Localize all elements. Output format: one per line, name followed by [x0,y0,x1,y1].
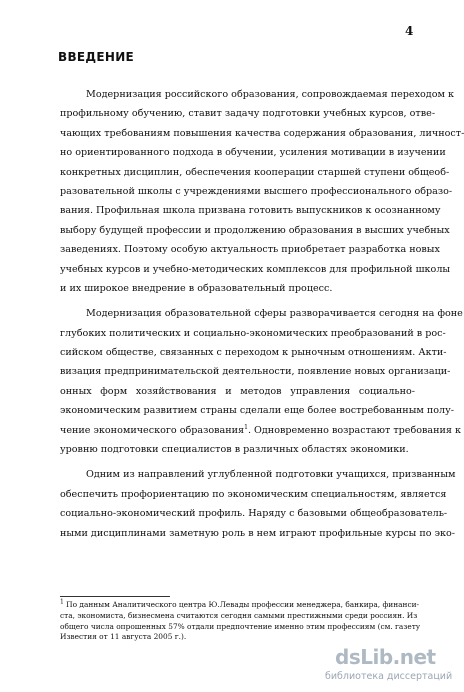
paragraph-1 [60,85,464,298]
text-line: но ориентированного подхода в обучении, усиления мотивации в изучении [60,147,446,159]
text-line: чающих требованиям повышения качества содержания образования, личност- [60,127,464,139]
paragraph-2 [60,304,463,459]
footnote-divider [60,596,170,597]
text-line: обеспечить профориентацию по экономическим специальностям, является [60,488,447,500]
text-line: и их широкое внедрение в образовательный процесс. [60,282,333,294]
text-line: онных форм хозяйствования и методов управления социально- [60,385,415,397]
watermark [325,645,453,687]
text-line: Модернизация образовательной сферы разворачивается сегодня на фоне [86,308,463,320]
footnote-line: $^1$ По данным Аналитического центра Ю.Левады профессии менеджера, банкира, финанси- [60,598,420,609]
footnote [60,598,421,643]
text-line: профильному обучению, ставит задачу подготовки учебных курсов, отве- [60,108,436,120]
text-line: конкретных дисциплин, обеспечения кооперации старшей ступени общеоб- [60,166,450,178]
text-line: ными дисциплинами заметную роль в нем играют профильные курсы по эко- [60,527,455,539]
body-text [60,85,464,543]
text-line: учебных курсов и учебно-методических комплексов для профильной школы [60,263,451,275]
footnote-line: Известия от 11 августа 2005 г.). [60,632,187,642]
watermark-logo: dsLib.net [335,645,436,669]
footnote-reference[interactable]: 1 [244,423,248,431]
watermark-caption: библиотека диссертаций [325,671,453,682]
paragraph-3 [60,465,456,543]
text-line: уровню подготовки специалистов в различных областях экономики. [60,444,409,456]
text-line: выбору будущей профессии и продолжению образования в высших учебных [60,224,450,236]
text-line: сийском обществе, связанных с переходом к рыночным отношениям. Акти- [60,347,447,359]
text-line [60,421,462,440]
page-number: 4 [405,24,414,38]
text-line: экономическим развитием страны сделали еще более востребованным полу- [60,405,454,417]
section-heading: ВВЕДЕНИЕ [58,50,135,64]
text-line-end: . Одновременно возрастают требования к [247,424,462,436]
text-line: Модернизация российского образования, сопровождаемая переходом к [86,89,454,100]
footnote-line: ста, экономиста, бизнесмена считаются сегодня самыми престижными среди россиян. Из [60,610,418,620]
text-line-start: чение экономического образования [60,424,245,436]
text-line: вания. Профильная школа призвана готовить выпускников к осознанному [60,205,441,217]
text-line: визация предпринимательской деятельности, появление новых организаци- [60,366,451,378]
text-line: заведениях. Поэтому особую актуальность приобретает разработка новых [60,244,440,256]
text-line: глубоких политических и социально-экономических преобразований в рос- [60,327,446,339]
text-line: разовательной школы с учреждениями высшего профессионального образо- [60,185,453,197]
footnote-line: общего числа опрошенных 57% отдали предпочтение именно этим профессиям (см. газету [60,621,421,631]
footnote-number: 1 [60,598,64,606]
text-line: социально-экономический профиль. Наряду с базовыми общеобразователь- [60,508,448,520]
text-line: Одним из направлений углубленной подготовки учащихся, призванным [86,469,456,481]
